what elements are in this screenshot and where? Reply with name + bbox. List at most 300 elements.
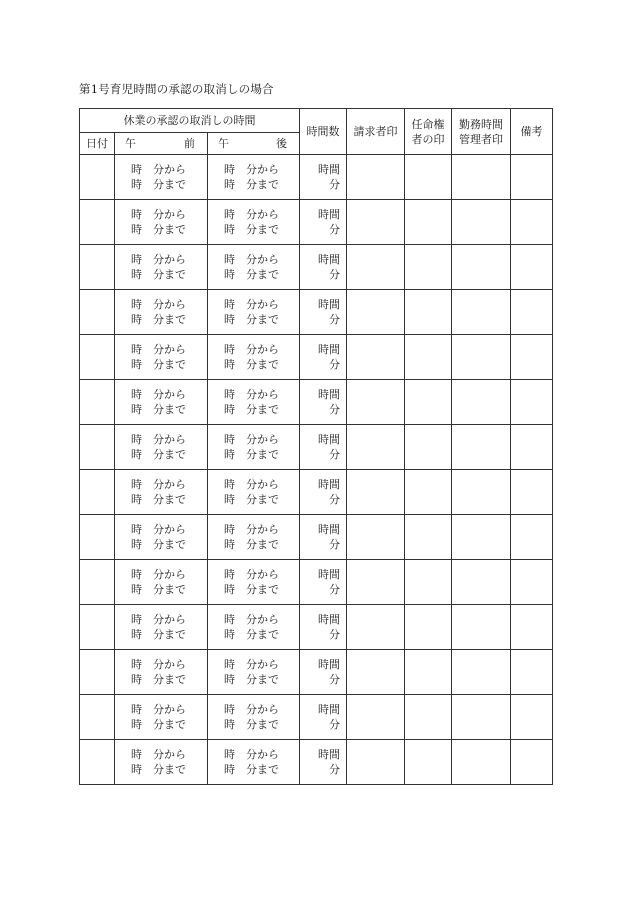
pm-from-minute-label: 分から bbox=[246, 163, 279, 176]
am-from-minute-label: 分から bbox=[153, 613, 186, 626]
manager-seal-cell[interactable] bbox=[452, 515, 511, 560]
manager-seal-cell[interactable] bbox=[452, 245, 511, 290]
am-from-hour-label: 時 bbox=[131, 658, 142, 671]
pm-from-line bbox=[224, 162, 299, 177]
am-time-cell[interactable] bbox=[115, 245, 208, 290]
am-until-hour-label: 時 bbox=[131, 538, 142, 551]
am-from-hour-label: 時 bbox=[131, 703, 142, 716]
pm-from-hour-label: 時 bbox=[224, 748, 235, 761]
am-time-cell[interactable] bbox=[115, 290, 208, 335]
am-until-line bbox=[131, 627, 207, 642]
remarks-cell[interactable] bbox=[511, 245, 553, 290]
am-until-minute-label: 分まで bbox=[153, 403, 186, 416]
hours-cell[interactable] bbox=[300, 695, 347, 740]
table-row bbox=[80, 695, 553, 740]
appointer-seal-cell[interactable] bbox=[405, 650, 452, 695]
am-from-hour-label: 時 bbox=[131, 568, 142, 581]
pm-from-line bbox=[224, 387, 299, 402]
am-until-hour-label: 時 bbox=[131, 583, 142, 596]
appointer-seal-header-line2: 者の印 bbox=[411, 132, 445, 146]
pm-from-minute-label: 分から bbox=[246, 253, 279, 266]
remarks-cell[interactable] bbox=[511, 380, 553, 425]
am-from-line bbox=[131, 702, 207, 717]
am-until-line bbox=[131, 177, 207, 192]
am-from-hour-label: 時 bbox=[131, 478, 142, 491]
hours-unit-label: 時間 bbox=[318, 523, 341, 536]
table-row bbox=[80, 470, 553, 515]
table-row bbox=[80, 560, 553, 605]
am-time-cell[interactable] bbox=[115, 740, 208, 785]
pm-from-minute-label: 分から bbox=[246, 523, 279, 536]
pm-from-line bbox=[224, 477, 299, 492]
am-until-minute-label: 分まで bbox=[153, 313, 186, 326]
hours-unit-label: 時間 bbox=[318, 568, 341, 581]
am-from-minute-label: 分から bbox=[153, 568, 186, 581]
manager-seal-cell[interactable] bbox=[452, 335, 511, 380]
remarks-cell[interactable] bbox=[511, 200, 553, 245]
hours-cell[interactable] bbox=[300, 605, 347, 650]
pm-until-hour-label: 時 bbox=[224, 313, 235, 326]
minutes-unit-label: 分 bbox=[329, 583, 341, 596]
pm-until-line bbox=[224, 492, 299, 507]
am-until-hour-label: 時 bbox=[131, 178, 142, 191]
am-until-line bbox=[131, 492, 207, 507]
hours-cell[interactable] bbox=[300, 425, 347, 470]
date-cell[interactable] bbox=[80, 650, 115, 695]
am-until-hour-label: 時 bbox=[131, 403, 142, 416]
minutes-unit-label: 分 bbox=[329, 223, 341, 236]
am-until-minute-label: 分まで bbox=[153, 493, 186, 506]
am-time-cell[interactable] bbox=[115, 200, 208, 245]
am-from-line bbox=[131, 342, 207, 357]
date-cell[interactable] bbox=[80, 560, 115, 605]
pm-time-cell[interactable] bbox=[208, 650, 300, 695]
am-from-minute-label: 分から bbox=[153, 163, 186, 176]
pm-until-minute-label: 分まで bbox=[246, 673, 279, 686]
am-time-cell[interactable] bbox=[115, 155, 208, 200]
date-cell[interactable] bbox=[80, 470, 115, 515]
requester-seal-cell[interactable] bbox=[347, 335, 405, 380]
manager-seal-cell[interactable] bbox=[452, 425, 511, 470]
am-from-minute-label: 分から bbox=[153, 343, 186, 356]
am-until-hour-label: 時 bbox=[131, 718, 142, 731]
pm-time-cell[interactable] bbox=[208, 470, 300, 515]
pm-from-minute-label: 分から bbox=[246, 433, 279, 446]
appointer-seal-cell[interactable] bbox=[405, 605, 452, 650]
hours-cell[interactable] bbox=[300, 290, 347, 335]
am-until-line bbox=[131, 717, 207, 732]
am-until-minute-label: 分まで bbox=[153, 268, 186, 281]
pm-from-minute-label: 分から bbox=[246, 478, 279, 491]
am-from-hour-label: 時 bbox=[131, 433, 142, 446]
appointer-seal-cell[interactable] bbox=[405, 290, 452, 335]
pm-time-cell[interactable] bbox=[208, 425, 300, 470]
pm-until-line bbox=[224, 267, 299, 282]
pm-until-minute-label: 分まで bbox=[246, 448, 279, 461]
remarks-cell[interactable] bbox=[511, 740, 553, 785]
hours-cell[interactable] bbox=[300, 470, 347, 515]
pm-until-line bbox=[224, 222, 299, 237]
am-from-minute-label: 分から bbox=[153, 703, 186, 716]
appointer-seal-cell[interactable] bbox=[405, 425, 452, 470]
am-until-minute-label: 分まで bbox=[153, 628, 186, 641]
am-until-hour-label: 時 bbox=[131, 448, 142, 461]
pm-until-hour-label: 時 bbox=[224, 628, 235, 641]
manager-seal-cell[interactable] bbox=[452, 605, 511, 650]
am-until-hour-label: 時 bbox=[131, 358, 142, 371]
date-cell[interactable] bbox=[80, 335, 115, 380]
pm-from-hour-label: 時 bbox=[224, 658, 235, 671]
remarks-cell[interactable] bbox=[511, 515, 553, 560]
remarks-cell[interactable] bbox=[511, 425, 553, 470]
am-until-minute-label: 分まで bbox=[153, 763, 186, 776]
remarks-cell[interactable] bbox=[511, 560, 553, 605]
pm-from-hour-label: 時 bbox=[224, 163, 235, 176]
pm-time-cell[interactable] bbox=[208, 200, 300, 245]
appointer-seal-cell[interactable] bbox=[405, 695, 452, 740]
hours-unit-label: 時間 bbox=[318, 613, 341, 626]
pm-from-line bbox=[224, 207, 299, 222]
date-cell[interactable] bbox=[80, 290, 115, 335]
table-row bbox=[80, 515, 553, 560]
date-cell[interactable] bbox=[80, 380, 115, 425]
am-until-line bbox=[131, 672, 207, 687]
am-from-line bbox=[131, 207, 207, 222]
hours-cell[interactable] bbox=[300, 155, 347, 200]
pm-until-minute-label: 分まで bbox=[246, 583, 279, 596]
manager-seal-cell[interactable] bbox=[452, 650, 511, 695]
pm-until-line bbox=[224, 582, 299, 597]
manager-seal-cell[interactable] bbox=[452, 290, 511, 335]
requester-seal-cell[interactable] bbox=[347, 515, 405, 560]
am-header bbox=[115, 133, 208, 155]
am-until-minute-label: 分まで bbox=[153, 178, 186, 191]
am-from-line bbox=[131, 612, 207, 627]
table-row bbox=[80, 290, 553, 335]
pm-time-cell[interactable] bbox=[208, 290, 300, 335]
manager-seal-cell[interactable] bbox=[452, 560, 511, 605]
am-time-cell[interactable] bbox=[115, 695, 208, 740]
remarks-cell[interactable] bbox=[511, 470, 553, 515]
pm-from-hour-label: 時 bbox=[224, 388, 235, 401]
am-until-line bbox=[131, 357, 207, 372]
hours-header: 時間数 bbox=[300, 109, 347, 155]
am-until-minute-label: 分まで bbox=[153, 583, 186, 596]
am-from-line bbox=[131, 522, 207, 537]
am-until-minute-label: 分まで bbox=[153, 673, 186, 686]
pm-time-cell[interactable] bbox=[208, 335, 300, 380]
pm-until-hour-label: 時 bbox=[224, 763, 235, 776]
am-until-hour-label: 時 bbox=[131, 268, 142, 281]
am-from-hour-label: 時 bbox=[131, 298, 142, 311]
pm-from-line bbox=[224, 432, 299, 447]
requester-seal-cell[interactable] bbox=[347, 200, 405, 245]
requester-seal-cell[interactable] bbox=[347, 425, 405, 470]
am-from-minute-label: 分から bbox=[153, 208, 186, 221]
pm-from-hour-label: 時 bbox=[224, 703, 235, 716]
pm-time-cell[interactable] bbox=[208, 155, 300, 200]
appointer-seal-header bbox=[405, 109, 452, 155]
requester-seal-cell[interactable] bbox=[347, 470, 405, 515]
minutes-unit-label: 分 bbox=[329, 493, 341, 506]
am-time-cell[interactable] bbox=[115, 650, 208, 695]
cancel-time-group-header: 休業の承認の取消しの時間 bbox=[80, 109, 300, 133]
pm-until-line bbox=[224, 402, 299, 417]
pm-from-line bbox=[224, 657, 299, 672]
manager-seal-cell[interactable] bbox=[452, 695, 511, 740]
minutes-unit-label: 分 bbox=[329, 718, 341, 731]
pm-from-line bbox=[224, 747, 299, 762]
remarks-cell[interactable] bbox=[511, 605, 553, 650]
document-title: 第1号育児時間の承認の取消しの場合 bbox=[79, 82, 274, 96]
manager-seal-cell[interactable] bbox=[452, 470, 511, 515]
requester-seal-cell[interactable] bbox=[347, 245, 405, 290]
pm-header bbox=[208, 133, 300, 155]
pm-from-hour-label: 時 bbox=[224, 298, 235, 311]
pm-from-line bbox=[224, 567, 299, 582]
am-from-line bbox=[131, 657, 207, 672]
manager-seal-cell[interactable] bbox=[452, 380, 511, 425]
table-row bbox=[80, 650, 553, 695]
minutes-unit-label: 分 bbox=[329, 403, 341, 416]
pm-until-minute-label: 分まで bbox=[246, 313, 279, 326]
remarks-cell[interactable] bbox=[511, 155, 553, 200]
requester-seal-cell[interactable] bbox=[347, 560, 405, 605]
hours-unit-label: 時間 bbox=[318, 388, 341, 401]
pm-until-minute-label: 分まで bbox=[246, 223, 279, 236]
pm-from-hour-label: 時 bbox=[224, 568, 235, 581]
hours-cell[interactable] bbox=[300, 335, 347, 380]
hours-unit-label: 時間 bbox=[318, 343, 341, 356]
pm-until-hour-label: 時 bbox=[224, 223, 235, 236]
am-from-hour-label: 時 bbox=[131, 523, 142, 536]
pm-until-hour-label: 時 bbox=[224, 268, 235, 281]
am-from-minute-label: 分から bbox=[153, 433, 186, 446]
appointer-seal-cell[interactable] bbox=[405, 560, 452, 605]
pm-time-cell[interactable] bbox=[208, 695, 300, 740]
pm-header-right: 後 bbox=[276, 137, 288, 150]
am-until-minute-label: 分まで bbox=[153, 358, 186, 371]
pm-from-hour-label: 時 bbox=[224, 433, 235, 446]
date-cell[interactable] bbox=[80, 425, 115, 470]
pm-time-cell[interactable] bbox=[208, 740, 300, 785]
hours-cell[interactable] bbox=[300, 560, 347, 605]
date-cell[interactable] bbox=[80, 515, 115, 560]
am-until-line bbox=[131, 402, 207, 417]
minutes-unit-label: 分 bbox=[329, 628, 341, 641]
pm-from-line bbox=[224, 522, 299, 537]
date-header: 日付 bbox=[80, 133, 115, 155]
minutes-unit-label: 分 bbox=[329, 313, 341, 326]
am-until-minute-label: 分まで bbox=[153, 538, 186, 551]
pm-until-minute-label: 分まで bbox=[246, 493, 279, 506]
date-cell[interactable] bbox=[80, 155, 115, 200]
appointer-seal-cell[interactable] bbox=[405, 380, 452, 425]
requester-seal-cell[interactable] bbox=[347, 605, 405, 650]
hours-unit-label: 時間 bbox=[318, 298, 341, 311]
pm-until-hour-label: 時 bbox=[224, 538, 235, 551]
remarks-cell[interactable] bbox=[511, 335, 553, 380]
pm-header-left: 午 bbox=[218, 137, 229, 150]
am-from-hour-label: 時 bbox=[131, 613, 142, 626]
pm-from-line bbox=[224, 612, 299, 627]
appointer-seal-cell[interactable] bbox=[405, 245, 452, 290]
pm-from-line bbox=[224, 297, 299, 312]
pm-time-cell[interactable] bbox=[208, 560, 300, 605]
am-until-hour-label: 時 bbox=[131, 313, 142, 326]
am-from-minute-label: 分から bbox=[153, 748, 186, 761]
am-until-hour-label: 時 bbox=[131, 763, 142, 776]
am-from-hour-label: 時 bbox=[131, 208, 142, 221]
requester-seal-cell[interactable] bbox=[347, 695, 405, 740]
appointer-seal-cell[interactable] bbox=[405, 155, 452, 200]
requester-seal-cell[interactable] bbox=[347, 740, 405, 785]
am-until-line bbox=[131, 582, 207, 597]
manager-seal-header-line1: 勤務時間 bbox=[459, 117, 504, 131]
hours-cell[interactable] bbox=[300, 200, 347, 245]
am-until-hour-label: 時 bbox=[131, 673, 142, 686]
manager-seal-cell[interactable] bbox=[452, 200, 511, 245]
am-until-minute-label: 分まで bbox=[153, 718, 186, 731]
pm-until-line bbox=[224, 357, 299, 372]
am-until-hour-label: 時 bbox=[131, 628, 142, 641]
remarks-cell[interactable] bbox=[511, 290, 553, 335]
remarks-header: 備考 bbox=[511, 109, 553, 155]
minutes-unit-label: 分 bbox=[329, 268, 341, 281]
date-cell[interactable] bbox=[80, 245, 115, 290]
am-from-hour-label: 時 bbox=[131, 748, 142, 761]
requester-seal-header: 請求者印 bbox=[347, 109, 405, 155]
appointer-seal-cell[interactable] bbox=[405, 515, 452, 560]
pm-until-line bbox=[224, 447, 299, 462]
am-from-minute-label: 分から bbox=[153, 523, 186, 536]
hours-cell[interactable] bbox=[300, 515, 347, 560]
pm-time-cell[interactable] bbox=[208, 515, 300, 560]
appointer-seal-cell[interactable] bbox=[405, 740, 452, 785]
am-time-cell[interactable] bbox=[115, 560, 208, 605]
pm-from-hour-label: 時 bbox=[224, 208, 235, 221]
pm-from-line bbox=[224, 342, 299, 357]
pm-until-minute-label: 分まで bbox=[246, 358, 279, 371]
manager-seal-cell[interactable] bbox=[452, 740, 511, 785]
pm-time-cell[interactable] bbox=[208, 245, 300, 290]
pm-from-minute-label: 分から bbox=[246, 343, 279, 356]
appointer-seal-cell[interactable] bbox=[405, 335, 452, 380]
date-cell[interactable] bbox=[80, 605, 115, 650]
pm-from-minute-label: 分から bbox=[246, 298, 279, 311]
appointer-seal-cell[interactable] bbox=[405, 470, 452, 515]
table-row bbox=[80, 605, 553, 650]
pm-until-line bbox=[224, 762, 299, 777]
am-time-cell[interactable] bbox=[115, 425, 208, 470]
table-row bbox=[80, 245, 553, 290]
requester-seal-cell[interactable] bbox=[347, 290, 405, 335]
am-from-line bbox=[131, 297, 207, 312]
hours-cell[interactable] bbox=[300, 740, 347, 785]
pm-from-hour-label: 時 bbox=[224, 613, 235, 626]
pm-until-hour-label: 時 bbox=[224, 673, 235, 686]
pm-time-cell[interactable] bbox=[208, 605, 300, 650]
am-until-hour-label: 時 bbox=[131, 493, 142, 506]
pm-from-minute-label: 分から bbox=[246, 658, 279, 671]
am-time-cell[interactable] bbox=[115, 515, 208, 560]
hours-unit-label: 時間 bbox=[318, 748, 341, 761]
table-row bbox=[80, 740, 553, 785]
am-from-minute-label: 分から bbox=[153, 298, 186, 311]
table-row bbox=[80, 380, 553, 425]
appointer-seal-cell[interactable] bbox=[405, 200, 452, 245]
pm-until-minute-label: 分まで bbox=[246, 268, 279, 281]
hours-unit-label: 時間 bbox=[318, 478, 341, 491]
am-from-hour-label: 時 bbox=[131, 163, 142, 176]
am-until-line bbox=[131, 762, 207, 777]
pm-from-hour-label: 時 bbox=[224, 478, 235, 491]
minutes-unit-label: 分 bbox=[329, 358, 341, 371]
hours-cell[interactable] bbox=[300, 380, 347, 425]
am-from-minute-label: 分から bbox=[153, 253, 186, 266]
date-cell[interactable] bbox=[80, 695, 115, 740]
am-from-line bbox=[131, 747, 207, 762]
hours-unit-label: 時間 bbox=[318, 703, 341, 716]
pm-from-minute-label: 分から bbox=[246, 388, 279, 401]
am-time-cell[interactable] bbox=[115, 335, 208, 380]
pm-until-line bbox=[224, 672, 299, 687]
requester-seal-cell[interactable] bbox=[347, 650, 405, 695]
header-row-top bbox=[80, 109, 553, 133]
requester-seal-cell[interactable] bbox=[347, 155, 405, 200]
am-from-hour-label: 時 bbox=[131, 388, 142, 401]
pm-until-line bbox=[224, 627, 299, 642]
am-until-hour-label: 時 bbox=[131, 223, 142, 236]
cancellation-record-table bbox=[79, 108, 553, 785]
minutes-unit-label: 分 bbox=[329, 178, 341, 191]
remarks-cell[interactable] bbox=[511, 650, 553, 695]
manager-seal-header bbox=[452, 109, 511, 155]
am-from-minute-label: 分から bbox=[153, 478, 186, 491]
pm-until-line bbox=[224, 312, 299, 327]
am-from-line bbox=[131, 432, 207, 447]
pm-until-minute-label: 分まで bbox=[246, 538, 279, 551]
minutes-unit-label: 分 bbox=[329, 538, 341, 551]
pm-time-cell[interactable] bbox=[208, 380, 300, 425]
am-time-cell[interactable] bbox=[115, 380, 208, 425]
remarks-cell[interactable] bbox=[511, 695, 553, 740]
pm-from-minute-label: 分から bbox=[246, 748, 279, 761]
am-from-line bbox=[131, 477, 207, 492]
pm-until-hour-label: 時 bbox=[224, 583, 235, 596]
hours-cell[interactable] bbox=[300, 650, 347, 695]
date-cell[interactable] bbox=[80, 200, 115, 245]
pm-until-minute-label: 分まで bbox=[246, 718, 279, 731]
minutes-unit-label: 分 bbox=[329, 763, 341, 776]
am-time-cell[interactable] bbox=[115, 470, 208, 515]
pm-from-minute-label: 分から bbox=[246, 568, 279, 581]
minutes-unit-label: 分 bbox=[329, 448, 341, 461]
manager-seal-cell[interactable] bbox=[452, 155, 511, 200]
hours-cell[interactable] bbox=[300, 245, 347, 290]
table-row bbox=[80, 425, 553, 470]
hours-unit-label: 時間 bbox=[318, 208, 341, 221]
pm-until-line bbox=[224, 537, 299, 552]
am-time-cell[interactable] bbox=[115, 605, 208, 650]
am-until-line bbox=[131, 267, 207, 282]
am-until-line bbox=[131, 222, 207, 237]
am-from-minute-label: 分から bbox=[153, 658, 186, 671]
table-row bbox=[80, 155, 553, 200]
requester-seal-cell[interactable] bbox=[347, 380, 405, 425]
pm-from-hour-label: 時 bbox=[224, 253, 235, 266]
date-cell[interactable] bbox=[80, 740, 115, 785]
